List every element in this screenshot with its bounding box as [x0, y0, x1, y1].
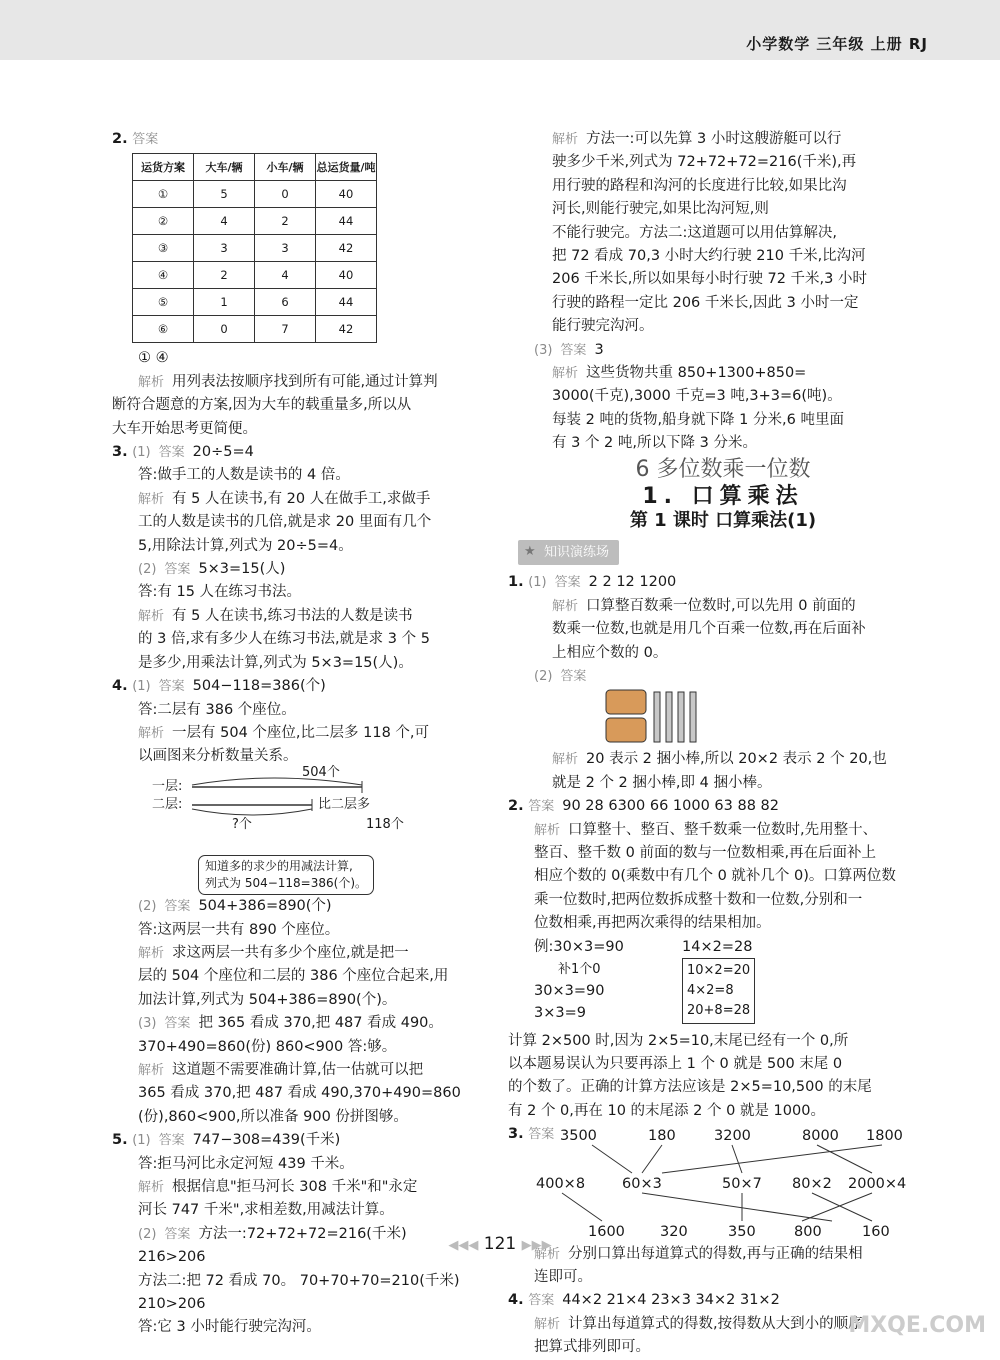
table-header: 运货方案 [133, 154, 194, 181]
table-cell: ③ [133, 235, 194, 262]
table-header: 小车/辆 [255, 154, 316, 181]
table-cell: 4 [255, 262, 316, 289]
table-cell: ① [133, 181, 194, 208]
prev-arrows-icon: ◀◀◀ [448, 1238, 479, 1253]
q4-3-answer: 把 365 看成 370,把 487 看成 490。 [198, 1015, 443, 1032]
answer-label: 答案 [132, 132, 159, 147]
table-row [133, 316, 377, 343]
left-column: 2. 答案 运货方案 大车/辆 小车/辆 总运货量/吨 ① 5 0 40 ② 4 2 44 ③ 3 3 42 ④ 2 4 40 ⑤ 1 6 44 ⑥ 0 7 42 ① ④ 解析 用列表法按顺序找到所有可能,通过计算判 断符合题意的方案,因为大车的载重量多,所以从 大车开始思考更简便。 3. (1) 答案 20÷5=4 答:做手工的人数是读书的 4 倍。 解析 有 5 人在读书,有 20 人在做手工,求做手 工的人数是读书的几倍,就是求 20 里面有几个 5,用除法计算,列式为 20÷5=4。 (2) 答案 5×3=15(人) 答:有 15 人在练习书法。 解析 有 5 人在读书,练习书法的人数是读书 的 3 倍,求有多少人在练习书法,就是求 3 个 5 是多少,用乘法计算,列式为 5×3=15(人)。 4. (1) 答案 504−118=386(个) 答:二层有 386 个座位。 解析 一层有 504 个座位,比二层多 118 个,可 以画图来分析数量关系。 504个 一层: 二层: 比二层多 ?个 118个 知道多的求少的用减法计算, 列式为 504−118=386(个)。 (2) 答案 504+386=890(个) 答:这两层一共有 890 个座位。 解析 求这两层一共有多少个座位,就是把一 层的 504 个座位和二层的 386 个座位合起来,用 加法计算,列式为 504+386=890(个)。 (3) 答案 把 365 看成 370,把 487 看成 490。 370+490=860(份) 860<900 答:够。 解析 这道题不需要准确计算,估一估就可以把 365 看成 370,把 487 看成 490,370+490=860 (份),860<900,所以准备 900 份拼图够。 5. (1) 答案 747−308=439(千米) 答:拒马河比永定河短 439 千米。 解析 根据信息"拒马河长 308 千米"和"永定 河长 747 千米",求相差数,用减法计算。 (2) 答案 方法一:72+72+72=216(千米) 216>206 方法二:把 72 看成 70。 70+70+70=210(千米) 210>206 答:它 3 小时能行驶完沟河。 [112, 128, 497, 1340]
table-row [133, 289, 377, 316]
table-cell: 1 [194, 289, 255, 316]
right-column: 解析 方法一:可以先算 3 小时这艘游艇可以行 驶多少千米,列式为 72+72+72=216(千米),再 用行驶的路程和沟河的长度进行比较,如果比沟 河长,则能行驶完,如果比沟河短,则 不能行驶完。方法二:这道题可以用估算解决, 把 72 看成 70,3 小时大约行驶 210 千米,比沟河 206 千米长,所以如果每小时行驶 72 千米,3 小时 行驶的路程一定比 206 千米长,因此 3 小时一定 能行驶完沟河。 (3) 答案 3 解析 这些货物共重 850+1300+850= 3000(千克),3000 千克=3 吨,3+3=6(吨)。 每装 2 吨的货物,船身就下降 1 分米,6 吨里面 有 3 个 2 吨,所以下降 3 分米。 6 多位数乘一位数 1. 口算乘法 第 1 课时 口算乘法(1) ★ 知识演练场 1. (1) 答案 2 2 12 1200 解析 口算整百数乘一位数时,可以先用 0 前面的 数乘一位数,也就是用几个百乘一位数,再在后面补 上相应个数的 0。 (2) 答案 解析 20 表示 2 捆小棒,所以 20×2 表示 2 个 20,也 就是 2 个 2 捆小棒,即 4 捆小棒。 2. 答案 90 28 6300 66 1000 63 88 82 解析 口算整十、整百、整千数乘一位数时,先用整十、 整百、整千数 0 前面的数与一位数相乘,再在后面补上 相应个数的 0(乘数中有几个 0 就补几个 0)。口算两位数 乘一位数时,把两位数拆成整十数和一位数,分别和一 位数相乘,再把两次乘得的结果相加。 例:30×3=90 补1个0 30×3=90 3×3=9 14×2=28 10×2=20 4×2=8 20+8=28 计算 2×500 时,因为 2×5=10,末尾已经有一个 0,所 以本题易误认为只要再添上 1 个 0 就是 500 末尾 0 的个数了。正确的计算方法应该是 2×5=10,500 的末尾 有 2 个 0,再在 10 的末尾添 2 个 0 就是 1000。 3. 答案 3500 180 3200 8000 1800 400×8 60×3 50×7 80×2 2000×4 1600 320 350 800 160 解析 分别口算出每道算式的得数,再与正确的结果相 连即可。 4. 答案 44×2 21×4 23×3 34×2 31×2 解析 计算出每道算式的得数,按得数从大到小的顺序 把算式排列即可。 [508, 128, 938, 1360]
worked-example: 例:30×3=90 补1个0 30×3=90 3×3=9 14×2=28 10×2=20 4×2=8 20+8=28 [534, 936, 938, 1030]
q2-analysis: 解析 用列表法按顺序找到所有可能,通过计算判 断符合题意的方案,因为大车的载重量多,所以从 大车开始思考更简便。 [112, 373, 438, 437]
table-cell: 7 [255, 316, 316, 343]
table-cell: 4 [194, 208, 255, 235]
table-cell: 3 [194, 235, 255, 262]
q2-answer: ① ④ [138, 350, 169, 367]
page-number: 121 [483, 1234, 517, 1254]
table-cell: 2 [255, 208, 316, 235]
table-row [133, 208, 377, 235]
plan-table [132, 153, 377, 343]
subsection-title: 1. 口算乘法 [642, 484, 804, 510]
stick-bundles-illustration [604, 688, 938, 748]
q5-2-answer: 方法一:72+72+72=216(千米) [198, 1225, 407, 1242]
table-cell: 42 [316, 316, 377, 343]
practice-banner: ★ 知识演练场 [518, 540, 619, 565]
table-cell: 0 [194, 316, 255, 343]
q2-number: 2. [112, 131, 128, 147]
table-cell: 40 [316, 262, 377, 289]
table-cell: 3 [255, 235, 316, 262]
page-header [0, 0, 1000, 60]
table-cell: 40 [316, 181, 377, 208]
table-cell: 44 [316, 289, 377, 316]
table-cell: ⑥ [133, 316, 194, 343]
watermark: MXQE.COM [848, 1313, 986, 1338]
seat-diagram: 504个 一层: 二层: 比二层多 ?个 118个 [152, 769, 497, 855]
r-q4-answer: 44×2 21×4 23×3 34×2 31×2 [562, 1292, 780, 1309]
page-footer [0, 1234, 1000, 1254]
book-title: 小学数学 三年级 上册 RJ [746, 35, 928, 53]
q5-1-answer: 747−308=439(千米) [192, 1132, 341, 1149]
table-row [133, 235, 377, 262]
total-label: 504个 [302, 764, 340, 780]
section-title: 6 多位数乘一位数 [635, 456, 811, 482]
table-cell: 0 [255, 181, 316, 208]
table-row [133, 262, 377, 289]
table-cell: ② [133, 208, 194, 235]
matching-exercise: 3500 180 3200 8000 1800 400×8 60×3 50×7 80×2 2000×4 1600 320 350 800 160 [536, 1127, 907, 1240]
table-cell: 6 [255, 289, 316, 316]
r-q1-answer: 2 2 12 1200 [588, 574, 677, 591]
q4-1-answer: 504−118=386(个) [192, 678, 326, 695]
table-cell: 42 [316, 235, 377, 262]
next-arrows-icon: ▶▶▶ [521, 1238, 552, 1253]
table-cell: ④ [133, 262, 194, 289]
hint-box: 知道多的求少的用减法计算, 列式为 504−118=386(个)。 [198, 855, 374, 895]
q4-2-answer: 504+386=890(个) [198, 898, 332, 915]
q3-1-answer: 20÷5=4 [192, 444, 254, 461]
table-cell: 44 [316, 208, 377, 235]
r-q2-answer: 90 28 6300 66 1000 63 88 82 [562, 798, 780, 815]
table-header: 大车/辆 [194, 154, 255, 181]
lesson-title: 第 1 课时 口算乘法(1) [629, 509, 817, 531]
q3-2-answer: 5×3=15(人) [198, 561, 286, 578]
table-row [133, 181, 377, 208]
table-cell: ⑤ [133, 289, 194, 316]
table-cell: 5 [194, 181, 255, 208]
table-header: 总运货量/吨 [316, 154, 377, 181]
table-cell: 2 [194, 262, 255, 289]
q5-3-answer: 3 [594, 341, 604, 358]
